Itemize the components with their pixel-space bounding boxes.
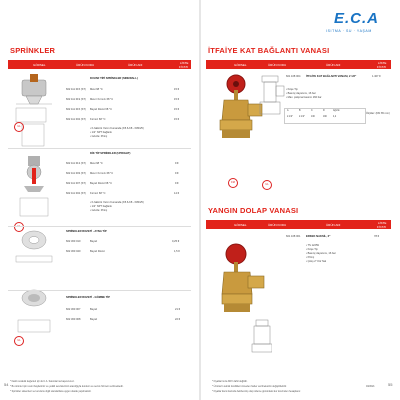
valve1-dimension-table bbox=[284, 108, 366, 124]
right-footnote: * Ürünlerin teknik özellikleri önceden haber verilmeksizin değiştirilebilir. bbox=[212, 385, 287, 388]
row-code: 602 111 007 (ST) bbox=[66, 182, 86, 185]
dim-value: 190 bbox=[323, 116, 327, 118]
page-spine bbox=[199, 0, 201, 400]
recessed-rosette-image bbox=[18, 290, 50, 332]
row-price: 15 € bbox=[174, 98, 180, 101]
fm-cert-badge: FM bbox=[228, 178, 238, 188]
group4-title: SPRİNKLER ROZETİ - GÖMME TİP bbox=[66, 296, 110, 299]
sprinkler-section-title: SPRİNKLER bbox=[10, 46, 56, 55]
row-code: 602 111 019 (ST) bbox=[66, 98, 86, 101]
row-desc: Beyaz bbox=[90, 308, 98, 311]
row-desc: Mavi / Kırmızı 68 °C bbox=[90, 98, 114, 101]
left-footnote: * Bu ürünler için resmi bayilerimiz ve yetkili servislerimiz aracılığıyla kurulum ve servis hizmeti verilmektedir. bbox=[10, 385, 124, 388]
row-price: 1,5 € bbox=[174, 250, 180, 253]
dim-label: C bbox=[311, 110, 313, 112]
dim-value: 2.1/2" bbox=[299, 116, 305, 118]
brand-logo bbox=[326, 10, 386, 36]
row-code: 602 111 015 (ST) bbox=[66, 88, 86, 91]
valve1-note: • Basınç dayanımı, 16 bar bbox=[286, 92, 316, 95]
right-footnote: * Fiyatlarımıza KDV dahil değildir. bbox=[212, 380, 248, 383]
row-price: 0,25 € bbox=[172, 240, 180, 243]
row-separator bbox=[8, 290, 191, 291]
group2-note: • K-faktörü Yarım Kumanda (K5.6-K8 - K80/25) bbox=[90, 201, 144, 204]
ul-cert-badge-3: UL bbox=[14, 336, 24, 346]
brand-name: E.C.A bbox=[334, 10, 380, 27]
header-price: FİYATI bbox=[377, 225, 386, 229]
dim-label: D bbox=[323, 110, 325, 112]
dim-label: A bbox=[287, 110, 289, 112]
row-price: 15 € bbox=[174, 108, 180, 111]
valve2-price: 78 € bbox=[374, 235, 380, 238]
row-code: 602 111 002 (ST) bbox=[66, 192, 86, 195]
row-price: 22 € bbox=[175, 318, 181, 321]
left-footnote: * Farklı sıcaklık değerleri için E.C.A. Satıcılarına başvurunuz. bbox=[10, 380, 75, 383]
valve-table-header bbox=[206, 60, 391, 69]
row-desc: Beyaz bbox=[90, 318, 98, 321]
row-code: 602 300 008 bbox=[66, 318, 81, 321]
header-price: FİYATI bbox=[377, 65, 386, 69]
group1-title: DUVAR TİPİ SPRİNKLER (SIDEWALL) bbox=[90, 77, 138, 80]
brand-tagline: ISITMA · SU · YAŞAM bbox=[326, 29, 372, 33]
row-desc: Beyaz Rozet 68 °C bbox=[90, 108, 112, 111]
row-code: 602 111 002 (ST) bbox=[66, 118, 86, 121]
right-footnote: * Fiyatlar Euro bazında belirlenmiş olup ödeme günündeki kur üzerinden hesaplanır. bbox=[212, 390, 301, 393]
sprinkler-table-header bbox=[8, 60, 191, 69]
row-code: 602 111 015 (ST) bbox=[66, 108, 86, 111]
row-price: 9 € bbox=[175, 162, 179, 165]
valve2-title: ERKEK NAKSİL, 2" bbox=[306, 235, 331, 238]
landing-valve-drawing bbox=[256, 74, 286, 120]
group2-note: • Gövde: Pirinç bbox=[90, 209, 108, 212]
dim-value: 130 bbox=[311, 116, 315, 118]
row-desc: Kırmızı 68 °C bbox=[90, 192, 106, 195]
group3-title: SPRİNKLER ROZETİ - AYNA TİP bbox=[66, 230, 107, 233]
row-price: 9 € bbox=[175, 182, 179, 185]
header-code: ÜRÜN KODU bbox=[76, 63, 95, 67]
row-separator bbox=[8, 226, 191, 227]
row-code: 602 300 007 bbox=[66, 308, 81, 311]
dim-label: B bbox=[299, 110, 301, 112]
row-desc: Kırmızı 68 °C bbox=[90, 118, 106, 121]
row-separator bbox=[8, 148, 191, 149]
right-date: 03/2021 bbox=[366, 385, 375, 388]
header-code: ÜRÜN KODU bbox=[268, 223, 287, 227]
header-list: LİSTE bbox=[378, 61, 387, 65]
valve2-note: • TS 12259 bbox=[306, 244, 319, 247]
fire-valve-section-title: İTFAİYE KAT BAĞLANTI VANASI bbox=[208, 46, 330, 55]
row-desc: Mavi / Kırmızı 68 °C bbox=[90, 172, 114, 175]
header-desc: ÜRÜN ADI bbox=[326, 223, 341, 227]
valve1-dim-note: Ölçüler: (DN 65 mm) bbox=[366, 112, 390, 115]
row-code: 602 300 040 bbox=[66, 250, 81, 253]
group1-note: • Gövde: Pirinç bbox=[90, 135, 108, 138]
group1-note: • K-faktörü Yarım Kumanda (K5.6-K8 - K80/25) bbox=[90, 127, 144, 130]
row-price: 9 € bbox=[175, 172, 179, 175]
ul-cert-badge: UL bbox=[14, 122, 24, 132]
header-image: GÖRSEL bbox=[234, 223, 247, 227]
header-desc: ÜRÜN ADI bbox=[128, 63, 143, 67]
cabinet-valve-image bbox=[212, 240, 272, 360]
row-code: 602 300 010 bbox=[66, 240, 81, 243]
cabinet-valve-section-title: YANGIN DOLAP VANASI bbox=[208, 206, 299, 215]
valve2-note: • Köşe Tip bbox=[306, 248, 318, 251]
row-desc: Mavi 68 °C bbox=[90, 162, 103, 165]
row-desc: Beyaz Rozet bbox=[90, 250, 105, 253]
header-list: LİSTE bbox=[378, 221, 387, 225]
valve1-code: 601 108 004 bbox=[286, 75, 301, 78]
ul-cert-badge-2: UL bbox=[14, 222, 24, 232]
row-desc: Mavi 68 °C bbox=[90, 88, 103, 91]
valve1-price: 1.407 € bbox=[372, 75, 381, 78]
row-code: 602 111 013 (ST) bbox=[66, 162, 86, 165]
group2-title: DİK TİP SPRİNKLER (UPRIGHT) bbox=[90, 152, 131, 155]
upright-sprinkler-image bbox=[20, 156, 48, 216]
row-price: 21 € bbox=[175, 308, 181, 311]
valve2-note: • Pirinç bbox=[306, 256, 315, 259]
header-image: GÖRSEL bbox=[33, 63, 46, 67]
header-desc: ÜRÜN ADI bbox=[326, 63, 341, 67]
valve2-note: • Basınç dayanımı, 16 bar bbox=[306, 252, 336, 255]
row-desc: Beyaz Rozet 68 °C bbox=[90, 182, 112, 185]
dim-value: 2.1/2" bbox=[287, 116, 293, 118]
cabinet-table-header bbox=[206, 220, 391, 229]
header-list: LİSTE bbox=[180, 61, 189, 65]
valve2-note: • Çıkış 2" Kör Nal bbox=[306, 260, 326, 263]
row-price: 15 € bbox=[174, 88, 180, 91]
group1-note: • 1/2" NPT bağlantı bbox=[90, 131, 112, 134]
dim-label: Ağırlık bbox=[333, 110, 340, 112]
group2-note: • 1/2" NPT bağlantı bbox=[90, 205, 112, 208]
valve2-code: 601 108 001 bbox=[286, 235, 301, 238]
row-price: 14 € bbox=[174, 192, 180, 195]
row-code: 602 111 003 (ST) bbox=[66, 172, 86, 175]
left-page-number: 54 bbox=[4, 382, 9, 387]
header-price: FİYATI bbox=[179, 65, 188, 69]
left-footnote: * Sprinkler sistemleri ve kurulumu ilgili standartlara uygun olarak yapılmalıdır. bbox=[10, 390, 92, 393]
row-price: 15 € bbox=[174, 118, 180, 121]
valve1-note: • Max. çalışma basıncı 160 bar bbox=[286, 96, 322, 99]
dim-value: 4,2 bbox=[333, 116, 337, 118]
sidewall-sprinkler-image bbox=[16, 74, 52, 146]
row-desc: Beyaz bbox=[90, 240, 98, 243]
header-code: ÜRÜN KODU bbox=[268, 63, 287, 67]
header-image: GÖRSEL bbox=[234, 63, 247, 67]
valve1-title: İTFAİYE KAT BAĞLANTI VANASI, 2 1/2" bbox=[306, 75, 357, 78]
right-page-number: 55 bbox=[388, 382, 393, 387]
ul-cert-badge-right: UL bbox=[262, 180, 272, 190]
escutcheon-image bbox=[16, 231, 52, 262]
valve1-note: • Köşe Tip bbox=[286, 88, 298, 91]
